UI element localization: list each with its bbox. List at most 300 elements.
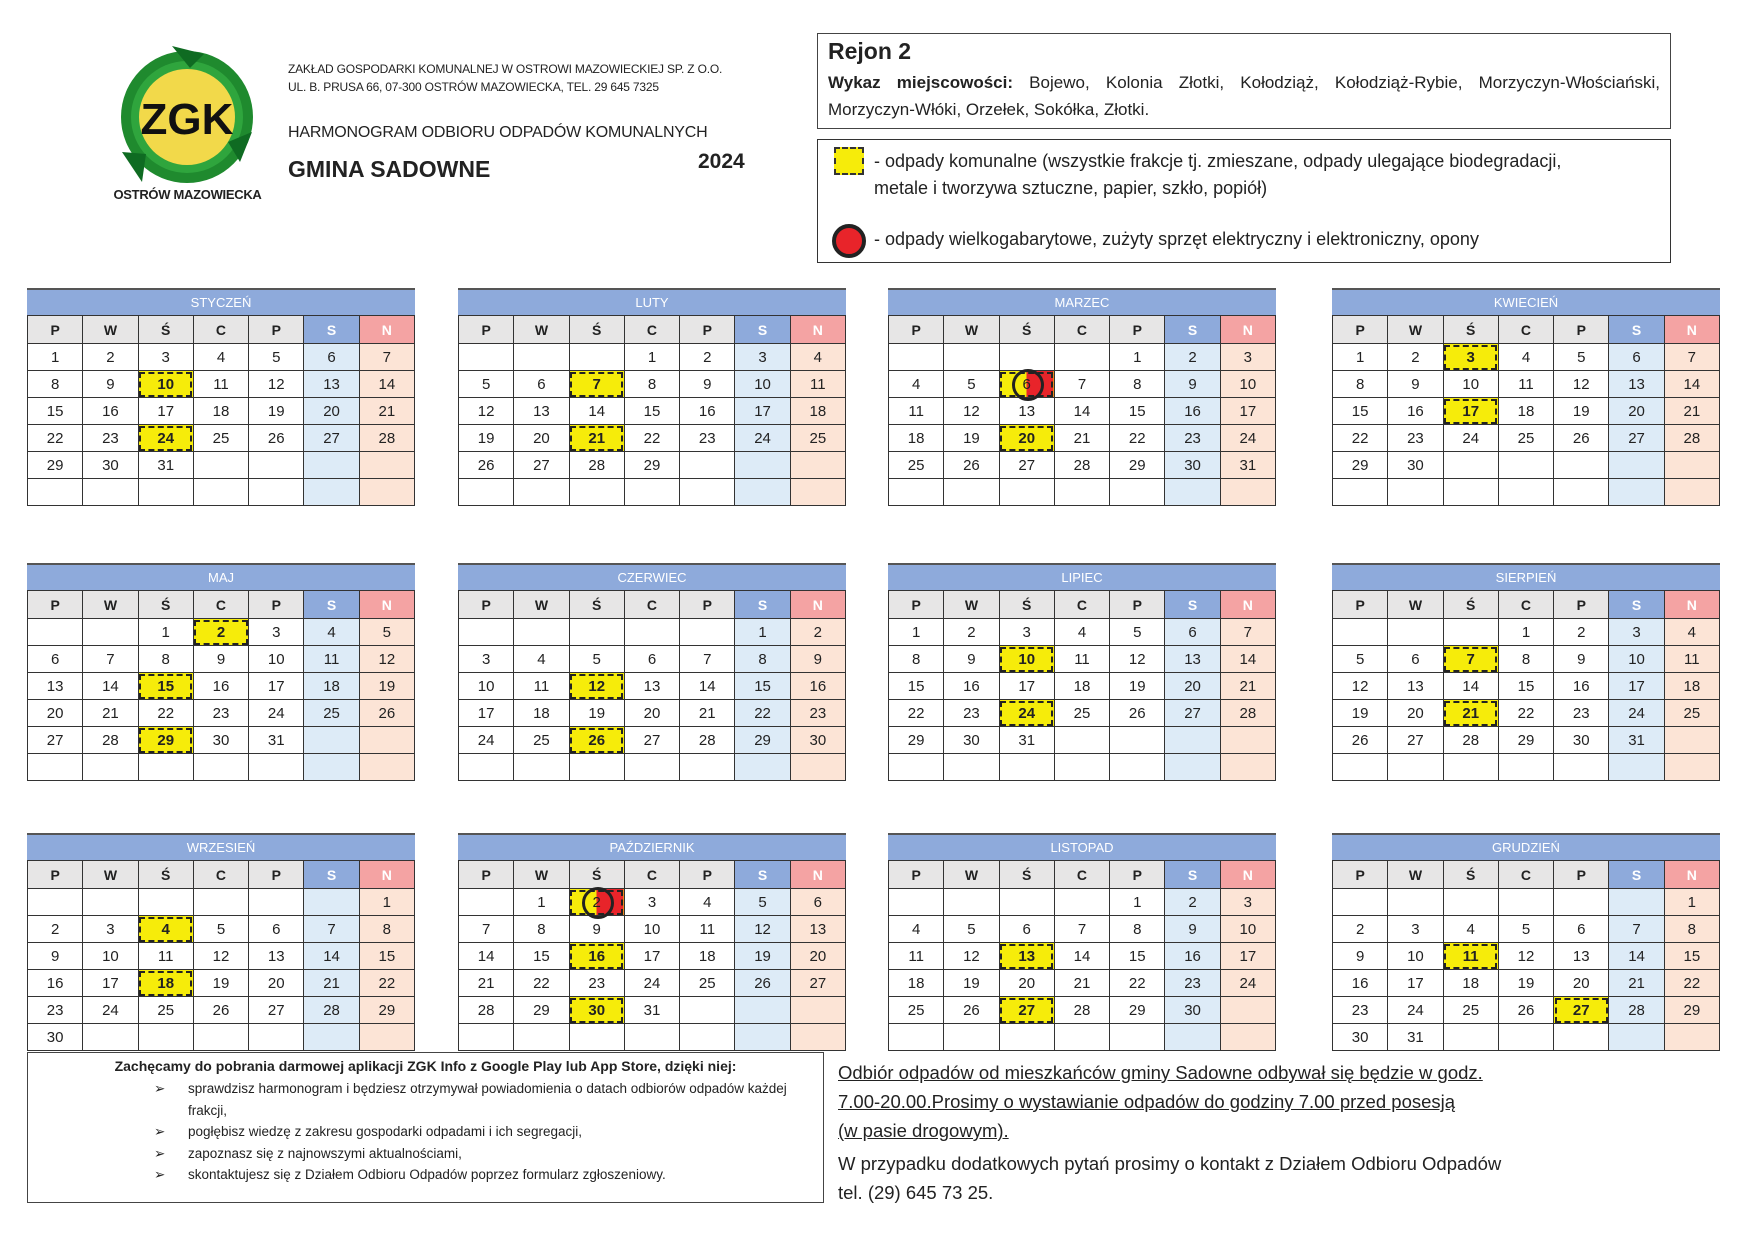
day-cell: 26: [1498, 997, 1553, 1024]
day-cell: 6: [790, 889, 845, 916]
day-cell: 23: [569, 970, 624, 997]
day-cell: [680, 754, 735, 781]
day-cell-municipal-collection: 4: [138, 916, 193, 943]
day-cell: 12: [249, 371, 304, 398]
day-cell: 22: [1498, 700, 1553, 727]
weekday-header: Ś: [1443, 861, 1498, 889]
day-cell: 10: [624, 916, 679, 943]
day-cell: [1443, 479, 1498, 506]
day-cell: 5: [944, 916, 999, 943]
day-cell: [1333, 479, 1388, 506]
day-cell: 30: [1165, 997, 1220, 1024]
day-cell: [28, 479, 83, 506]
day-cell: [1054, 727, 1109, 754]
day-cell: 15: [28, 398, 83, 425]
day-cell-municipal-collection: 15: [138, 673, 193, 700]
day-cell: 26: [459, 452, 514, 479]
weekday-header: Ś: [138, 316, 193, 344]
day-cell: 21: [1220, 673, 1275, 700]
red-circle-icon: [832, 224, 866, 258]
day-cell: [1165, 479, 1220, 506]
day-cell: 18: [1498, 398, 1553, 425]
day-cell: 16: [1165, 943, 1220, 970]
day-cell: [83, 479, 138, 506]
day-cell: [1609, 889, 1664, 916]
weekday-header: P: [28, 591, 83, 619]
day-cell: 16: [1554, 673, 1609, 700]
day-cell: [1498, 754, 1553, 781]
day-cell: 10: [1609, 646, 1664, 673]
day-cell: 11: [889, 398, 944, 425]
day-cell: [304, 889, 359, 916]
day-cell: 4: [304, 619, 359, 646]
day-cell: [249, 479, 304, 506]
day-cell: 28: [1054, 452, 1109, 479]
weekday-header: P: [459, 861, 514, 889]
day-cell: 16: [1333, 970, 1388, 997]
day-cell: 18: [1054, 673, 1109, 700]
day-cell: 28: [1609, 997, 1664, 1024]
day-cell: 8: [514, 916, 569, 943]
day-cell: 3: [1220, 344, 1275, 371]
day-cell: 2: [944, 619, 999, 646]
weekday-header: C: [1498, 861, 1553, 889]
day-cell: 1: [735, 619, 790, 646]
day-cell: 17: [1388, 970, 1443, 997]
weekday-header: P: [249, 861, 304, 889]
day-cell: 15: [1333, 398, 1388, 425]
day-cell: 28: [83, 727, 138, 754]
weekday-header: N: [1664, 861, 1719, 889]
day-cell: [1110, 1024, 1165, 1051]
day-cell: 8: [624, 371, 679, 398]
day-cell-municipal-collection: 13: [999, 943, 1054, 970]
day-cell: 21: [459, 970, 514, 997]
weekday-header: Ś: [138, 591, 193, 619]
day-cell: [1220, 479, 1275, 506]
day-cell: 6: [28, 646, 83, 673]
day-cell: [28, 754, 83, 781]
day-cell: 18: [304, 673, 359, 700]
day-cell: 29: [359, 997, 414, 1024]
day-cell: 27: [1388, 727, 1443, 754]
collection-info: [838, 1058, 1501, 1207]
weekday-header: W: [83, 316, 138, 344]
day-cell: 21: [304, 970, 359, 997]
day-cell: 1: [138, 619, 193, 646]
day-cell: 18: [1664, 673, 1719, 700]
day-cell: 23: [1165, 425, 1220, 452]
day-cell: 5: [359, 619, 414, 646]
weekday-header: C: [1054, 316, 1109, 344]
day-cell: 25: [1498, 425, 1553, 452]
day-cell: [1609, 754, 1664, 781]
day-cell: [624, 1024, 679, 1051]
app-benefits-list: [28, 1078, 823, 1186]
weekday-header: P: [1110, 861, 1165, 889]
day-cell: 9: [790, 646, 845, 673]
weekday-header: P: [889, 316, 944, 344]
day-cell: 5: [1333, 646, 1388, 673]
day-cell: 18: [193, 398, 248, 425]
region-box: [817, 33, 1671, 129]
day-cell: 29: [735, 727, 790, 754]
day-cell: 3: [83, 916, 138, 943]
legend-bulky-waste: - odpady wielkogabarytowe, zużyty sprzęt elektryczny i elektroniczny, opony: [874, 229, 1479, 249]
day-cell: 11: [138, 943, 193, 970]
day-cell: 29: [1333, 452, 1388, 479]
day-cell: 4: [790, 344, 845, 371]
day-cell: 25: [1054, 700, 1109, 727]
weekday-header: S: [304, 591, 359, 619]
weekday-header: Ś: [1443, 316, 1498, 344]
day-cell: 2: [1333, 916, 1388, 943]
day-cell: [304, 754, 359, 781]
day-cell: 3: [624, 889, 679, 916]
day-cell: 18: [514, 700, 569, 727]
day-cell: 28: [359, 425, 414, 452]
day-cell: 7: [680, 646, 735, 673]
day-cell: 22: [624, 425, 679, 452]
weekday-header: W: [1388, 316, 1443, 344]
day-cell: [569, 619, 624, 646]
day-cell: [680, 479, 735, 506]
day-cell: 16: [83, 398, 138, 425]
day-cell: 12: [1333, 673, 1388, 700]
weekday-header: N: [790, 591, 845, 619]
month-title: SIERPIEŃ: [1332, 563, 1720, 590]
day-cell: 18: [1443, 970, 1498, 997]
day-cell: 22: [1664, 970, 1719, 997]
weekday-header: C: [624, 591, 679, 619]
day-cell: 31: [1609, 727, 1664, 754]
month-calendar: [27, 833, 415, 1051]
weekday-header: S: [735, 316, 790, 344]
day-cell: 3: [999, 619, 1054, 646]
zgk-logo: [112, 42, 262, 192]
day-cell: 14: [569, 398, 624, 425]
day-cell: [1554, 1024, 1609, 1051]
day-cell: [790, 754, 845, 781]
day-cell: [1165, 754, 1220, 781]
day-cell: 14: [680, 673, 735, 700]
day-cell: 6: [624, 646, 679, 673]
day-cell: 14: [1664, 371, 1719, 398]
day-cell: 7: [459, 916, 514, 943]
day-cell: 14: [459, 943, 514, 970]
day-cell: 6: [999, 916, 1054, 943]
legend-municipal-waste: - odpady komunalne (wszystkie frakcje tj. zmieszane, odpady ulegające biodegradacji, metale i tworzywa sztuczne, papier, szkło, popiół): [874, 151, 1562, 198]
day-cell: 16: [1165, 398, 1220, 425]
day-cell: [193, 479, 248, 506]
day-cell: 27: [514, 452, 569, 479]
day-cell: [138, 754, 193, 781]
day-cell: 17: [624, 943, 679, 970]
day-cell: [1054, 1024, 1109, 1051]
day-cell: 5: [1498, 916, 1553, 943]
day-cell: [1554, 754, 1609, 781]
day-cell: 5: [735, 889, 790, 916]
day-cell: [1443, 619, 1498, 646]
day-cell: [1054, 754, 1109, 781]
day-cell: 10: [1220, 371, 1275, 398]
day-cell: 26: [193, 997, 248, 1024]
day-cell-municipal-collection: 3: [1443, 344, 1498, 371]
day-cell: 25: [304, 700, 359, 727]
day-cell: [514, 479, 569, 506]
arrow-bullet-icon: ➢: [154, 1124, 166, 1139]
day-cell: 13: [999, 398, 1054, 425]
day-cell: [359, 1024, 414, 1051]
localities: Bojewo, Kolonia Złotki, Kołodziąż, Kołodziąż-Rybie, Morzyczyn-Włościański, Morzyczyn-Włóki, Orzełek, Sokółka, Złotki.: [828, 73, 1660, 119]
day-cell: 11: [304, 646, 359, 673]
day-cell: 25: [889, 452, 944, 479]
day-cell: 23: [1165, 970, 1220, 997]
weekday-header: P: [1554, 591, 1609, 619]
arrow-bullet-icon: ➢: [154, 1145, 166, 1161]
day-cell: 15: [359, 943, 414, 970]
region-title: Rejon 2: [828, 38, 912, 64]
day-cell: 15: [1110, 943, 1165, 970]
day-cell: 14: [304, 943, 359, 970]
weekday-header: N: [1220, 591, 1275, 619]
day-cell: [944, 889, 999, 916]
day-cell-municipal-collection: 10: [138, 371, 193, 398]
day-cell: 11: [889, 943, 944, 970]
day-cell: 19: [1554, 398, 1609, 425]
day-cell: [1220, 1024, 1275, 1051]
day-cell: 29: [1110, 452, 1165, 479]
day-cell: 18: [680, 943, 735, 970]
day-cell: 8: [735, 646, 790, 673]
day-cell: [1609, 479, 1664, 506]
day-cell: 12: [735, 916, 790, 943]
logo-caption: OSTRÓW MAZOWIECKA: [113, 187, 262, 202]
day-cell: 23: [28, 997, 83, 1024]
day-cell: 26: [359, 700, 414, 727]
day-cell: 11: [680, 916, 735, 943]
day-cell: [1609, 452, 1664, 479]
day-cell: 29: [1110, 997, 1165, 1024]
day-cell: 23: [1554, 700, 1609, 727]
day-cell: [514, 619, 569, 646]
day-cell: [1498, 452, 1553, 479]
contact-phone: tel. (29) 645 73 25.: [838, 1182, 994, 1203]
day-cell: [193, 889, 248, 916]
day-cell: [1110, 754, 1165, 781]
day-cell: [83, 619, 138, 646]
day-cell: 14: [359, 371, 414, 398]
day-cell: 14: [1054, 398, 1109, 425]
day-cell: 28: [1220, 700, 1275, 727]
day-cell: 22: [28, 425, 83, 452]
day-cell: 11: [1498, 371, 1553, 398]
day-cell: 20: [304, 398, 359, 425]
month-calendar: [458, 833, 846, 1051]
day-cell: [459, 889, 514, 916]
list-item: ➢ pogłębisz wiedzę z zakresu gospodarki odpadami i ich segregacji,: [188, 1121, 788, 1143]
day-cell: [459, 479, 514, 506]
day-cell: [1220, 997, 1275, 1024]
month-title: MAJ: [27, 563, 415, 590]
weekday-header: S: [1609, 861, 1664, 889]
day-cell: 11: [790, 371, 845, 398]
day-cell: 25: [514, 727, 569, 754]
day-cell: 28: [1664, 425, 1719, 452]
day-cell-municipal-collection: 30: [569, 997, 624, 1024]
day-cell: [1388, 479, 1443, 506]
day-cell: [359, 479, 414, 506]
weekday-header: S: [1609, 316, 1664, 344]
day-cell: [193, 1024, 248, 1051]
day-cell: 28: [569, 452, 624, 479]
weekday-header: N: [359, 591, 414, 619]
day-cell: 25: [680, 970, 735, 997]
day-cell: 17: [138, 398, 193, 425]
legend: [817, 139, 1671, 263]
month-title: LIPIEC: [888, 563, 1276, 590]
day-cell: [944, 754, 999, 781]
day-cell: [1054, 344, 1109, 371]
day-cell: 20: [999, 970, 1054, 997]
day-cell: [514, 1024, 569, 1051]
day-cell: 8: [889, 646, 944, 673]
day-cell-municipal-collection: 27: [999, 997, 1054, 1024]
day-cell: 15: [1498, 673, 1553, 700]
day-cell: [249, 754, 304, 781]
day-cell: 18: [889, 425, 944, 452]
day-cell: 27: [999, 452, 1054, 479]
weekday-header: W: [83, 861, 138, 889]
day-cell: 16: [680, 398, 735, 425]
day-cell: 17: [735, 398, 790, 425]
arrow-bullet-icon: ➢: [154, 1167, 166, 1182]
day-cell: 24: [1220, 425, 1275, 452]
weekday-header: C: [193, 861, 248, 889]
day-cell: 23: [680, 425, 735, 452]
weekday-header: C: [193, 591, 248, 619]
day-cell: 19: [249, 398, 304, 425]
day-cell: 14: [1220, 646, 1275, 673]
day-cell-both-collections: 2: [569, 889, 624, 916]
arrow-bullet-icon: ➢: [154, 1081, 166, 1096]
day-cell: 5: [193, 916, 248, 943]
day-cell: 21: [680, 700, 735, 727]
day-cell: [889, 754, 944, 781]
weekday-header: Ś: [999, 591, 1054, 619]
weekday-header: W: [944, 316, 999, 344]
day-cell: 9: [193, 646, 248, 673]
app-promo-title: Zachęcamy do pobrania darmowej aplikacji ZGK Info z Google Play lub App Store, dzięki niej:: [114, 1058, 737, 1074]
company-info: [288, 60, 722, 96]
day-cell: 23: [1333, 997, 1388, 1024]
weekday-header: P: [1333, 316, 1388, 344]
day-cell: 4: [1498, 344, 1553, 371]
day-cell: 12: [459, 398, 514, 425]
day-cell: 12: [359, 646, 414, 673]
day-cell: [28, 889, 83, 916]
day-cell: [1333, 619, 1388, 646]
day-cell: [999, 889, 1054, 916]
month-calendar: [27, 288, 415, 506]
day-cell: 3: [249, 619, 304, 646]
weekday-header: S: [735, 591, 790, 619]
day-cell: 19: [1110, 673, 1165, 700]
day-cell-municipal-collection: 12: [569, 673, 624, 700]
list-item: ➢ sprawdzisz harmonogram i będziesz otrzymywał powiadomienia o datach odbiorów odpadów każdej frakcji,: [188, 1078, 788, 1121]
day-cell: 23: [1388, 425, 1443, 452]
day-cell: 6: [304, 344, 359, 371]
day-cell: [1664, 452, 1719, 479]
weekday-header: W: [1388, 861, 1443, 889]
day-cell: 9: [944, 646, 999, 673]
day-cell: 15: [735, 673, 790, 700]
weekday-header: C: [1054, 861, 1109, 889]
day-cell: [193, 754, 248, 781]
day-cell: 26: [1333, 727, 1388, 754]
weekday-header: P: [889, 591, 944, 619]
day-cell: 31: [1388, 1024, 1443, 1051]
day-cell: 4: [514, 646, 569, 673]
day-cell: 11: [1664, 646, 1719, 673]
day-cell: 20: [1388, 700, 1443, 727]
day-cell: [569, 344, 624, 371]
day-cell: 22: [889, 700, 944, 727]
day-cell: 7: [1220, 619, 1275, 646]
day-cell: 1: [624, 344, 679, 371]
day-cell-municipal-collection: 20: [999, 425, 1054, 452]
day-cell: 2: [790, 619, 845, 646]
day-cell: 20: [1609, 398, 1664, 425]
localities-list: [828, 69, 1660, 123]
day-cell: 4: [680, 889, 735, 916]
day-cell: 21: [1664, 398, 1719, 425]
day-cell: 13: [1165, 646, 1220, 673]
day-cell: 14: [1443, 673, 1498, 700]
day-cell: 13: [624, 673, 679, 700]
day-cell: [735, 479, 790, 506]
list-item: ➢ skontaktujesz się z Działem Odbioru Odpadów poprzez formularz zgłoszeniowy.: [188, 1164, 788, 1186]
localities-label: Wykaz miejscowości:: [828, 73, 1013, 92]
day-cell: 2: [1165, 344, 1220, 371]
day-cell: 15: [889, 673, 944, 700]
day-cell: 2: [680, 344, 735, 371]
day-cell: 22: [138, 700, 193, 727]
day-cell: 2: [1554, 619, 1609, 646]
day-cell: 27: [1165, 700, 1220, 727]
day-cell: 19: [459, 425, 514, 452]
day-cell: 25: [193, 425, 248, 452]
month-calendar: [458, 563, 846, 781]
day-cell: 4: [889, 371, 944, 398]
day-cell: 16: [790, 673, 845, 700]
day-cell: [999, 479, 1054, 506]
day-cell: [249, 452, 304, 479]
day-cell: 26: [249, 425, 304, 452]
day-cell: 22: [1110, 425, 1165, 452]
day-cell: 22: [359, 970, 414, 997]
day-cell: [889, 1024, 944, 1051]
day-cell: 23: [944, 700, 999, 727]
day-cell-municipal-collection: 7: [569, 371, 624, 398]
day-cell: 16: [1388, 398, 1443, 425]
day-cell: [1054, 889, 1109, 916]
weekday-header: P: [1110, 316, 1165, 344]
day-cell: 2: [83, 344, 138, 371]
day-cell: 14: [83, 673, 138, 700]
day-cell: 26: [735, 970, 790, 997]
day-cell: 19: [1498, 970, 1553, 997]
